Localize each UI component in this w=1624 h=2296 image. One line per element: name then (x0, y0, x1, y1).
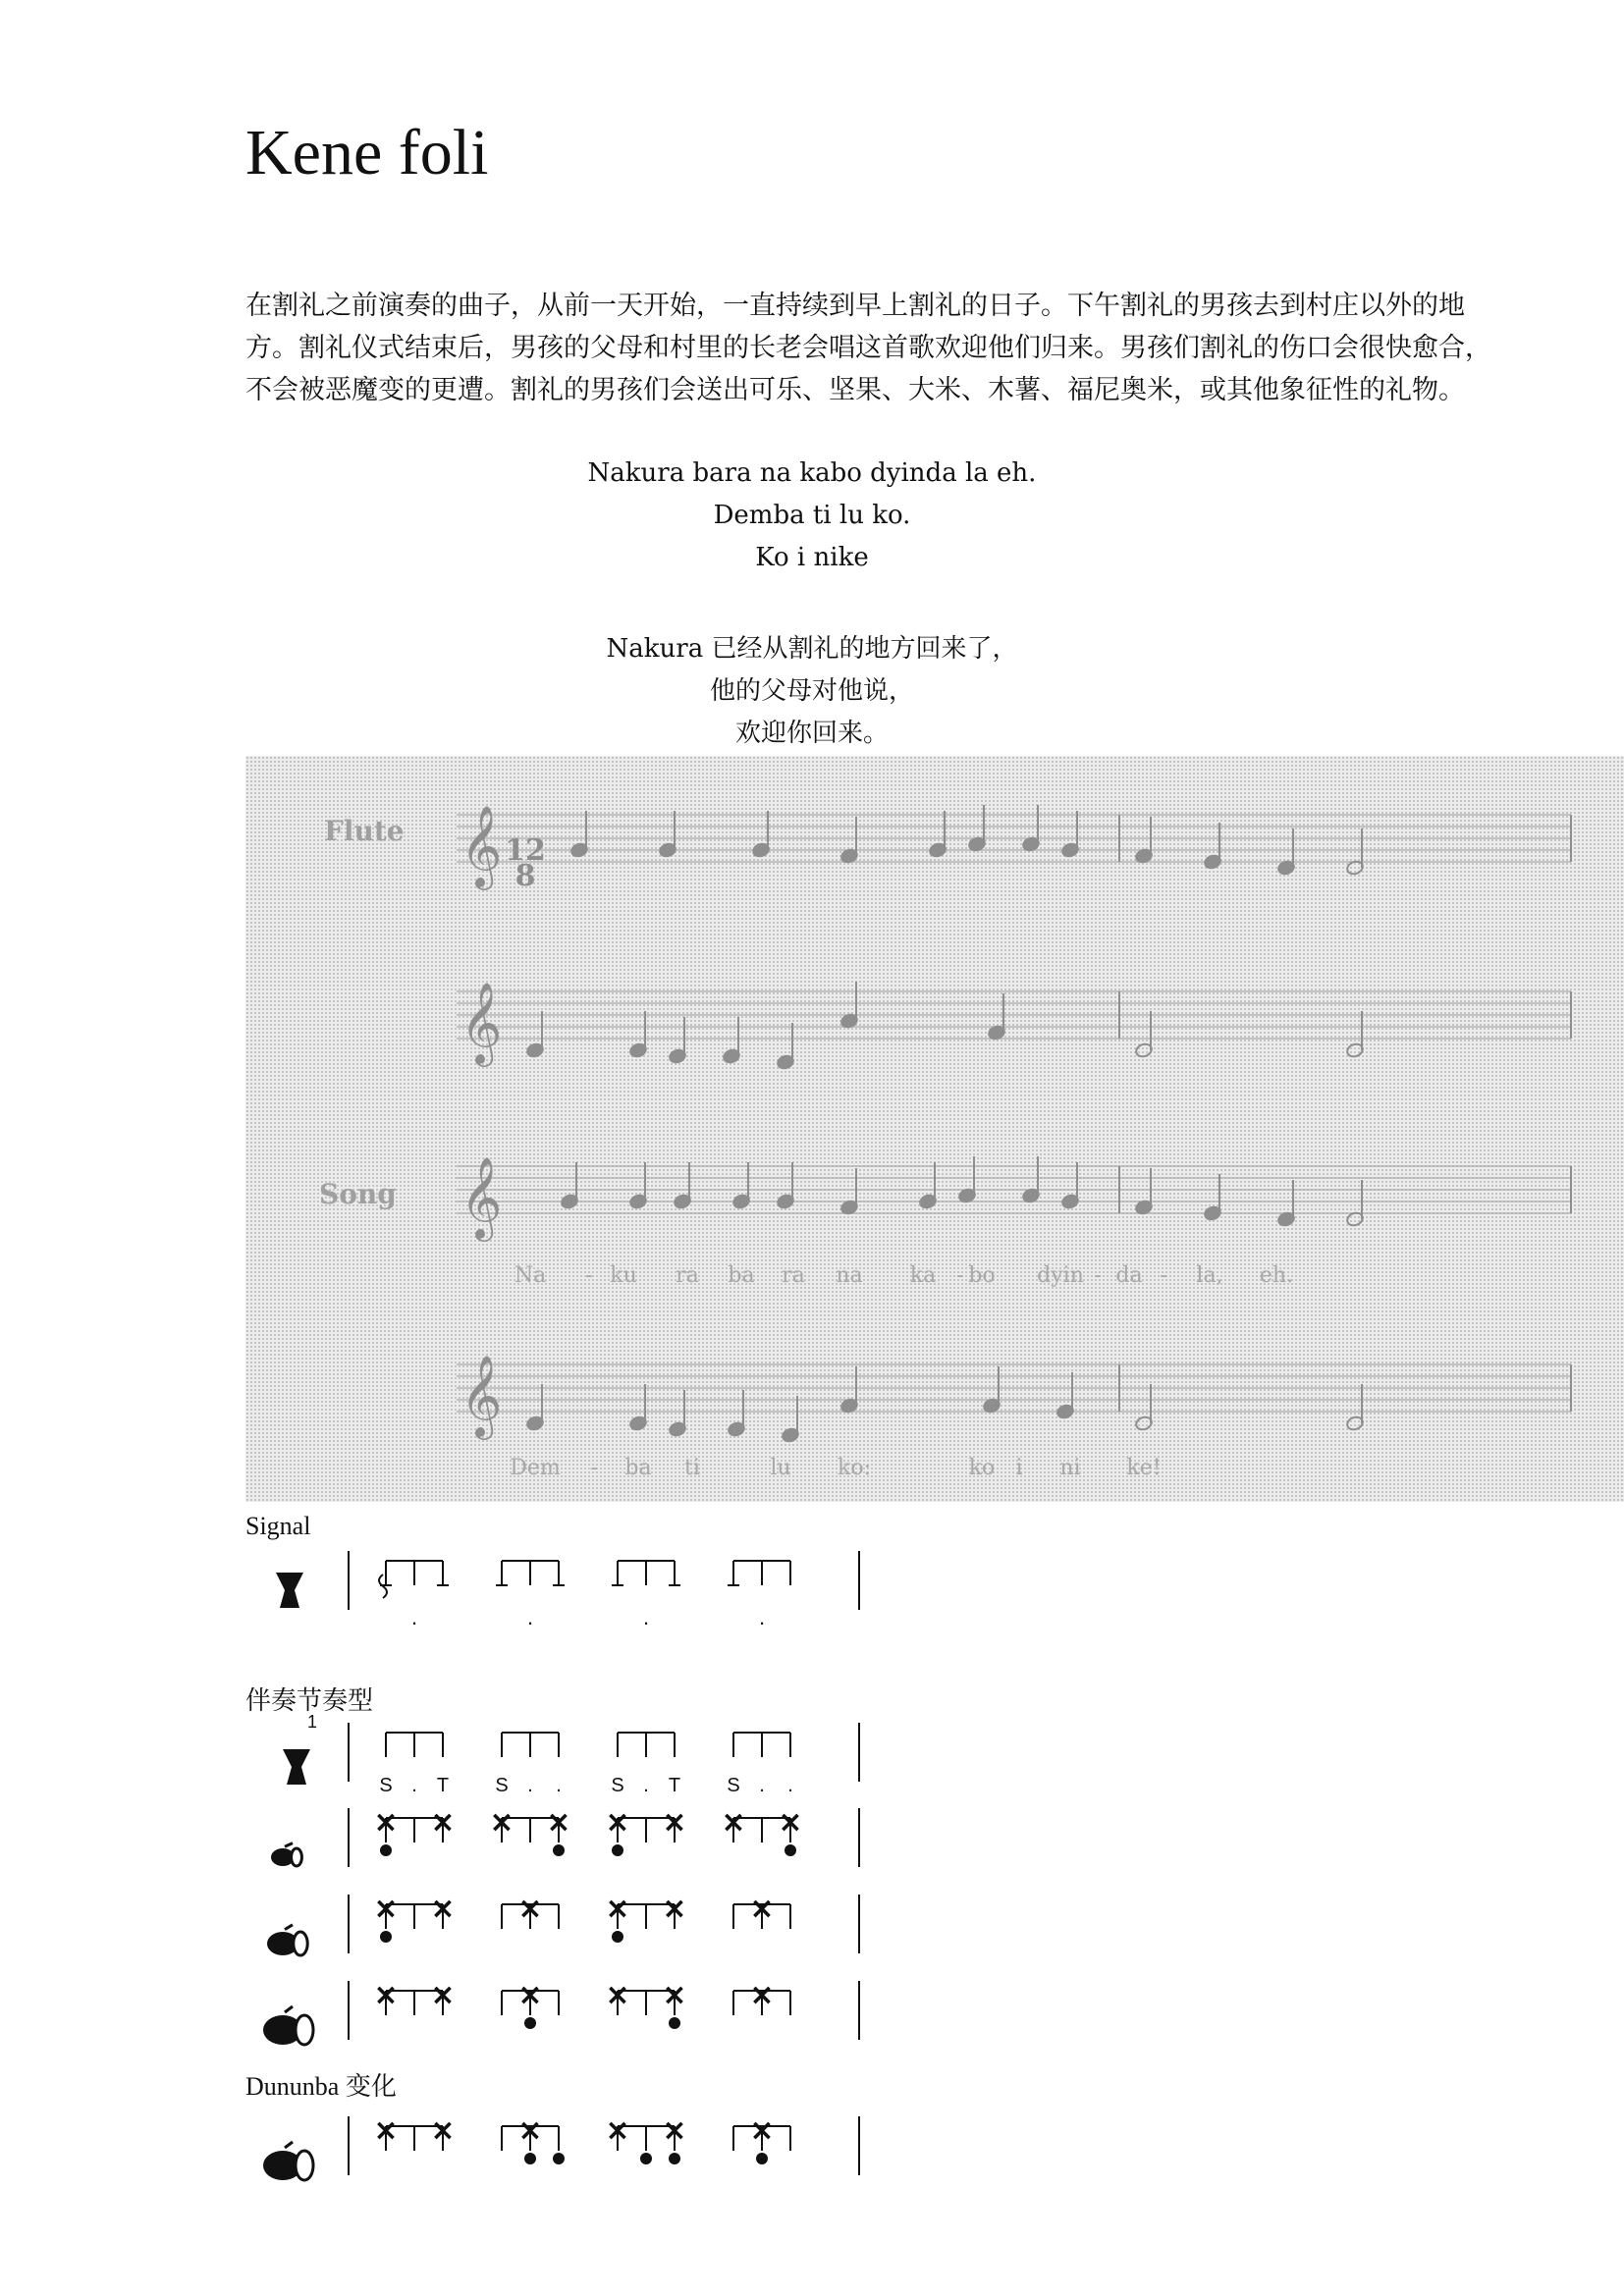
song-lyric-syllable: - (1094, 1263, 1102, 1288)
treble-clef-icon: 𝄞 (460, 804, 503, 886)
stroke-symbol: S (727, 1775, 740, 1796)
drum-hit-dot (380, 1844, 392, 1856)
song-lyric-syllable: ka (909, 1263, 937, 1288)
song-lyric-syllable: dyin (1037, 1263, 1084, 1288)
treble-clef-icon: 𝄞 (460, 981, 503, 1063)
bell-hit-mark: × (517, 1892, 543, 1926)
song-lyric-syllable: ke! (1126, 1456, 1162, 1480)
bell-hit-mark: × (721, 1805, 746, 1840)
stroke-symbol: S (495, 1775, 509, 1796)
djembe-icon (276, 1573, 303, 1608)
bell-hit-mark: × (749, 1892, 775, 1926)
song-lyric-syllable: ra (782, 1263, 805, 1288)
time-signature-top: 12 (505, 833, 546, 868)
staff-1 (457, 815, 1571, 862)
translation-line: 他的父母对他说， (709, 676, 914, 706)
song-lyric-syllable: ko (968, 1456, 996, 1480)
song-lyric-syllable: - (1160, 1263, 1167, 1288)
stroke-symbol: T (668, 1775, 681, 1796)
section-label-signal: Signal (245, 1512, 311, 1540)
description-paragraph: 在割礼之前演奏的曲子，从前一天开始，一直持续到早上割礼的日子。下午割礼的男孩去到村庄以外的地方。割礼仪式结束后，男孩的父母和村里的长老会唱这首歌欢迎他们归来。男孩们割礼的伤口会很快愈合，不会被恶魔变的更遭。割礼的男孩们会送出可乐、坚果、大米、木薯、福尼奥米，或其他象征性的礼物。 (245, 291, 1491, 405)
bell-hit-mark: × (546, 1805, 571, 1840)
drum-hit-dot (640, 2153, 652, 2164)
song-lyric-syllable: bo (968, 1263, 996, 1288)
bell-hit-mark: × (605, 1892, 630, 1926)
song-lyric-syllable: ti (684, 1456, 700, 1480)
bell-hit-mark: × (605, 2113, 630, 2148)
translation-line: 欢迎你回来。 (734, 719, 889, 748)
stroke-symbol: . (526, 1605, 534, 1629)
song-lyric-syllable: - (956, 1263, 964, 1288)
song-lyric-syllable: ni (1059, 1456, 1081, 1480)
song-lyric-syllable: lu (770, 1456, 791, 1480)
stroke-symbol: . (411, 1775, 417, 1796)
stroke-symbol: . (759, 1775, 765, 1796)
drum-hit-dot (669, 2153, 680, 2164)
bell-hit-mark: × (373, 1892, 399, 1926)
drum-hit-dot (524, 2017, 536, 2029)
rhythm-row-dununba-variation (349, 2116, 859, 2175)
stroke-symbol: . (410, 1605, 418, 1629)
lyric-line: Ko i nike (755, 543, 869, 572)
rhythm-row-djembe (349, 1723, 859, 1782)
song-lyric-syllable: - (585, 1263, 593, 1288)
song-lyric-syllable: la, (1196, 1263, 1223, 1288)
song-lyric-syllable: Na (514, 1263, 547, 1288)
drum-hit-dot (380, 1931, 392, 1943)
stroke-symbol: . (527, 1775, 533, 1796)
song-lyric-syllable: i (1015, 1456, 1023, 1480)
staff-2 (457, 991, 1571, 1039)
stroke-symbol: . (787, 1775, 793, 1796)
rhythm-row-dununba (349, 1981, 859, 2040)
dundun-icon (271, 1843, 301, 1866)
dundun-icon (263, 2142, 313, 2180)
bell-hit-mark: × (489, 1805, 514, 1840)
stroke-symbol: . (758, 1605, 766, 1629)
song-lyric-syllable: Dem (510, 1456, 561, 1480)
page-title: Kene foli (245, 117, 489, 188)
bell-hit-mark: × (605, 1805, 630, 1840)
drum-hit-dot (612, 1844, 623, 1856)
stroke-symbol: . (556, 1775, 562, 1796)
drum-hit-dot (553, 2153, 565, 2164)
drum-hit-dot (785, 1844, 796, 1856)
bell-hit-mark: × (517, 2113, 543, 2148)
staff-4 (457, 1364, 1571, 1412)
song-lyric-syllable: ba (728, 1263, 755, 1288)
stroke-symbol: S (379, 1775, 393, 1796)
bell-hit-mark: × (430, 2113, 456, 2148)
stroke-symbol: S (611, 1775, 624, 1796)
song-lyric-syllable: ko: (838, 1456, 871, 1480)
song-lyric-syllable: ba (624, 1456, 652, 1480)
song-lyric-syllable: na (836, 1263, 863, 1288)
drum-hit-dot (756, 2153, 768, 2164)
stroke-symbol: . (642, 1605, 650, 1629)
bell-hit-mark: × (373, 2113, 399, 2148)
stroke-symbol: T (436, 1775, 450, 1796)
bell-hit-mark: × (430, 1892, 456, 1926)
section-label-accompaniment: 伴奏节奏型 (245, 1686, 374, 1715)
bell-hit-mark: × (517, 1978, 543, 2012)
time-signature-bottom: 8 (514, 859, 536, 893)
rhythm-row-sangban (349, 1895, 859, 1953)
song-lyric-syllable: eh. (1259, 1263, 1294, 1288)
lyric-line: Nakura bara na kabo dyinda la eh. (587, 458, 1037, 488)
song-lyric-syllable: da (1115, 1263, 1143, 1288)
drum-hit-dot (524, 2153, 536, 2164)
song-lyric-syllable: - (590, 1456, 598, 1480)
translation-line: Nakura 已经从割礼的地方回来了， (606, 634, 1018, 664)
bell-hit-mark: × (430, 1978, 456, 2012)
bell-hit-mark: × (778, 1805, 803, 1840)
dundun-icon (263, 2006, 313, 2045)
drum-hit-dot (612, 1931, 623, 1943)
song-lyric-syllable: ra (676, 1263, 699, 1288)
staff-3 (457, 1166, 1571, 1213)
staff-label-flute: Flute (324, 815, 405, 847)
treble-clef-icon: 𝄞 (460, 1155, 503, 1238)
treble-clef-icon: 𝄞 (460, 1354, 503, 1436)
stroke-symbol: . (643, 1775, 649, 1796)
bell-hit-mark: × (749, 1978, 775, 2012)
section-label-dununba-variation: Dununba 变化 (245, 2072, 397, 2101)
song-lyric-syllable: ku (610, 1263, 637, 1288)
djembe-icon (283, 1749, 310, 1785)
drum-hit-dot (553, 1844, 565, 1856)
part-number-marker: 1 (306, 1712, 318, 1732)
dundun-icon (267, 1925, 307, 1955)
bell-hit-mark: × (373, 1805, 399, 1840)
bell-hit-mark: × (373, 1978, 399, 2012)
bell-hit-mark: × (662, 1978, 687, 2012)
bell-hit-mark: × (662, 1805, 687, 1840)
rhythm-row-signal (349, 1551, 859, 1610)
bell-hit-mark: × (605, 1978, 630, 2012)
bell-hit-mark: × (662, 2113, 687, 2148)
bell-hit-mark: × (662, 1892, 687, 1926)
drum-hit-dot (669, 2017, 680, 2029)
bell-hit-mark: × (430, 1805, 456, 1840)
staff-label-song: Song (319, 1178, 397, 1210)
lyric-line: Demba ti lu ko. (713, 501, 911, 530)
bell-hit-mark: × (749, 2113, 775, 2148)
